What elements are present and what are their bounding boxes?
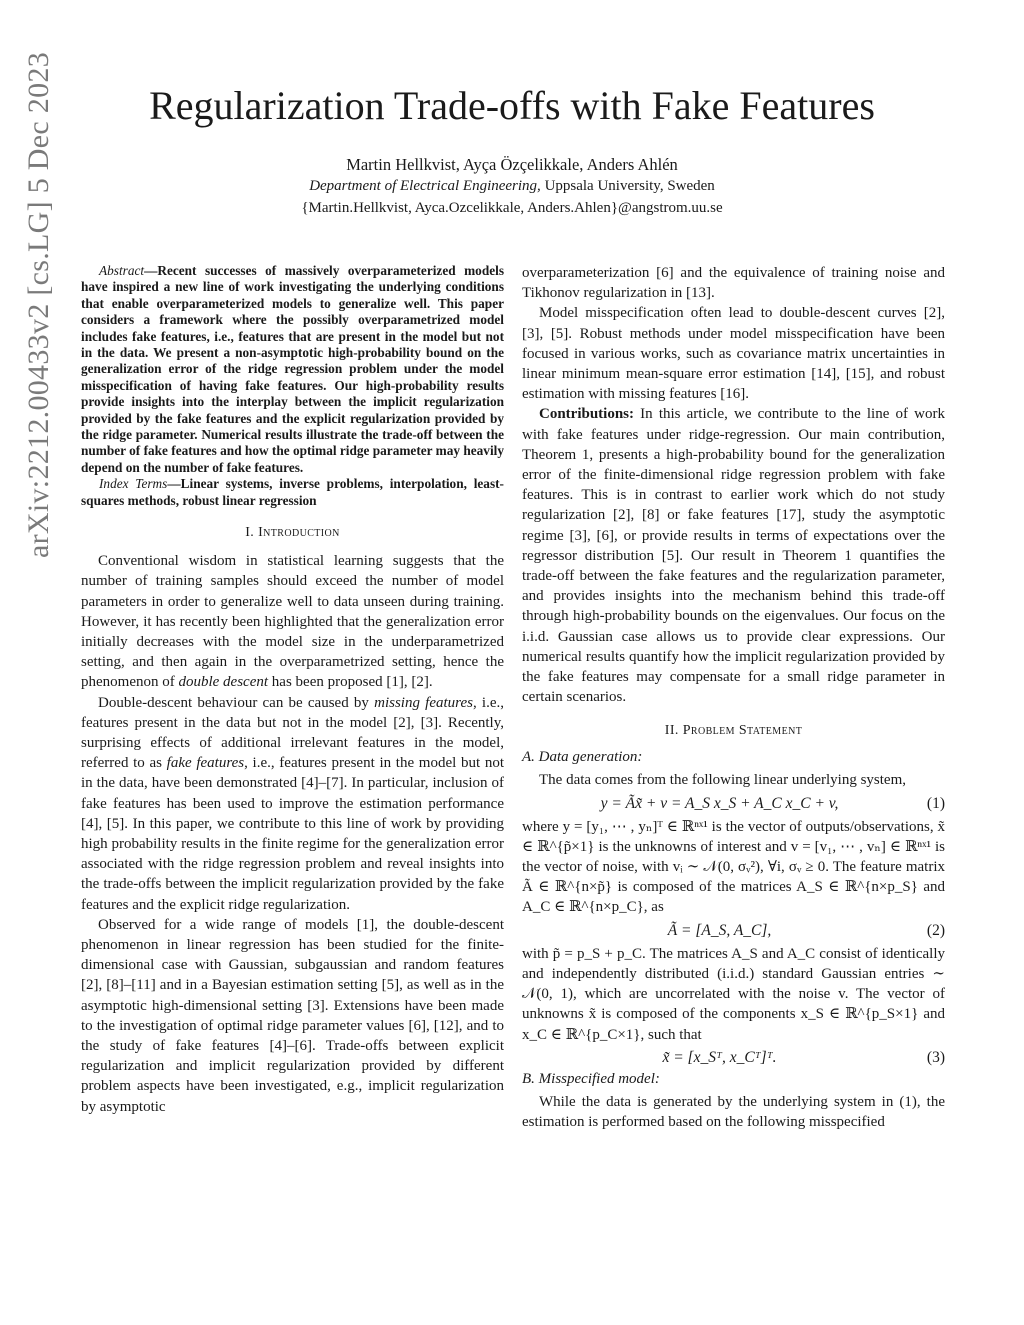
index-terms bbox=[81, 476, 504, 509]
author-list: Martin Hellkvist, Ayça Özçelikkale, Anders Ahlén bbox=[346, 155, 678, 174]
intro-p2-emphasis-1: missing features bbox=[374, 694, 473, 711]
abstract-label: Abstract bbox=[99, 263, 145, 278]
equation-3-number: (3) bbox=[926, 1048, 945, 1066]
equation-3 bbox=[522, 1049, 945, 1067]
contributions-text: In this article, we contribute to the line of work with fake features under ridge-regression. Our main contribution, Theorem 1, presents a high-probability bound for the generalization error of the finite-dimensional ridge regression problem with fake features. This is in contrast to earlier work which do not study regularization [2], [8] or fake features [17], study the asymptotic regime [3], [6], or provide results in terms of expectations over the regressor distribution [5]. Our result in Theorem 1 quantifies the trade-off between the fake features and the regularization parameter, and provides insights into the mechanism behind this trade-off through high-probability bounds on the eigenvalues. Our focus on the i.i.d. Gaussian case allows us to provide clear expressions. Our numerical results quantify how the implicit regularization provided by the fake features may compensate for a small ridge parameter in certain scenarios. bbox=[522, 406, 945, 706]
intro-p2-text-a: Double-descent behaviour can be caused by bbox=[98, 694, 375, 711]
data-gen-paragraph-1: The data comes from the following linear underlying system, bbox=[539, 772, 906, 789]
intro-p2-text-c: , i.e., features present in the model but not in the data, have been demonstrated [4]–[7]. In particular, inclusion of fake features has been used to improve the estimation performance [4], [5]. In this paper, we contribute to this line of work by providing high probability results in the finite regime for the generalization error associated with the ridge regression problem and reveal insights into the trade-offs between the implicit regularization provided by the fake features and the explicit ridge regularization. bbox=[81, 755, 504, 913]
intro-paragraph-3: Observed for a wide range of models [1], the double-descent phenomenon in linear regression has been studied for the finite-dimensional case with Gaussian, subgaussian and random features [2], [8]–[11] and in a Bayesian estimation setting [5], as well as in the asymptotic high-dimensional setting [3]. Extensions have been made to the investigation of optimal ridge parameter values [6], [12], and to the study of fake features [4]–[6]. Trade-offs between explicit regularization and implicit regularization provided by different problem aspects have been investigated, e.g., implicit regularization by asymptotic bbox=[81, 916, 504, 1115]
section-heading-introduction: I. Introduction bbox=[245, 525, 340, 541]
affiliation-department: Department of Electrical Engineering, bbox=[309, 178, 541, 194]
equation-1 bbox=[522, 795, 945, 813]
intro-p2-emphasis-2: fake features bbox=[166, 755, 245, 772]
misspecified-paragraph-1: While the data is generated by the underlying system in (1), the estimation is performed based on the following misspecified bbox=[522, 1093, 945, 1130]
intro-paragraph-2 bbox=[81, 693, 504, 915]
intro-paragraph-1 bbox=[81, 551, 504, 692]
affiliation bbox=[0, 178, 1024, 195]
section-heading-problem-statement: II. Problem Statement bbox=[664, 723, 803, 739]
intro-p1-emphasis: double descent bbox=[178, 674, 269, 691]
abstract-text: —Recent successes of massively overparameterized models have inspired a new line of work investigating the underlying conditions that enable overparameterized models to generalize well. This paper considers a framework where the possibly overparametrized model includes fake features, i.e., features that are present in the model but not in the data. We present a non-asymptotic high-probability bound on the generalization error of the ridge regression problem under the model misspecification of having fake features. Our high-probability results provide insights into the interplay between the implicit regularization provided by the fake features and the explicit regularization provided by the ridge parameter. Numerical results illustrate the trade-off between the number of fake features and how the optimal ridge parameter may heavily depend on the number of fake features. bbox=[81, 263, 504, 475]
data-gen-paragraph-3: with p̃ = p_S + p_C. The matrices A_S and A_C consist of identically and independently distributed (i.i.d.) standard Gaussian entries ∼ 𝒩(0, 1), which are uncorrelated with the noise v. The vector of unknowns x̃ is composed of the components x_S ∈ ℝ^{p_S×1} and x_C ∈ ℝ^{p_C×1}, such that bbox=[522, 945, 945, 1043]
abstract bbox=[81, 263, 504, 476]
right-column bbox=[522, 263, 945, 1132]
paper-title: Regularization Trade-offs with Fake Features bbox=[149, 83, 875, 128]
index-terms-text: —Linear systems, inverse problems, interpolation, least-squares methods, robust linear regression bbox=[81, 476, 504, 508]
intro-p1-text-b: has been proposed [1], [2]. bbox=[268, 674, 433, 691]
contributions-label: Contributions: bbox=[539, 406, 635, 423]
index-terms-label: Index Terms bbox=[99, 476, 168, 492]
author-emails[interactable]: {Martin.Hellkvist, Ayca.Ozcelikkale, Anders.Ahlen}@angstrom.uu.se bbox=[301, 200, 723, 216]
subsection-misspecified-model: B. Misspecified model: bbox=[522, 1070, 660, 1087]
intro-paragraph-4: overparameterization [6] and the equivalence of training noise and Tikhonov regularization in [13]. bbox=[522, 265, 945, 302]
contributions-paragraph bbox=[522, 404, 945, 707]
data-gen-paragraph-2: where y = [y₁, ⋯ , yₙ]ᵀ ∈ ℝⁿˣ¹ is the vector of outputs/observations, x̃ ∈ ℝ^{p̃×1} is the unknowns of interest and v = [v₁, ⋯ , vₙ] ∈ ℝⁿˣ¹ is the vector of noise, with vᵢ ∼ 𝒩(0, σᵥ²), ∀i, σᵥ ≥ 0. The feature matrix Ã ∈ ℝ^{n×p̃} is composed of the matrices A_S ∈ ℝ^{n×p_S} and A_C ∈ ℝ^{n×p_C}, as bbox=[522, 818, 945, 916]
equation-1-body: y = Ãx̃ + v = A_S x_S + A_C x_C + v, bbox=[600, 794, 839, 812]
equation-2-number: (2) bbox=[926, 921, 945, 939]
left-column bbox=[81, 263, 504, 1117]
intro-p2-text-b: , i.e., features present in the data but not in the model [2], [3]. Recently, surprising effects of additional irrelevant features in the model, referred to as bbox=[81, 694, 504, 772]
intro-p1-text-a: Conventional wisdom in statistical learning suggests that the number of training samples should exceed the number of model parameters in order to generalize well to data unseen during training. However, it has recently been highlighted that the generalization error initially decreases with the model size in the underparametrized setting, and then again in the overparametrized setting, hence the phenomenon of bbox=[81, 553, 504, 691]
subsection-data-generation: A. Data generation: bbox=[522, 749, 643, 766]
equation-2 bbox=[522, 922, 945, 940]
arxiv-side-label[interactable]: arXiv:2212.00433v2 [cs.LG] 5 Dec 2023 bbox=[22, 52, 55, 558]
equation-3-body: x̃ = [x_Sᵀ, x_Cᵀ]ᵀ. bbox=[662, 1048, 777, 1066]
equation-2-body: Ã = [A_S, A_C], bbox=[667, 921, 772, 939]
intro-paragraph-5: Model misspecification often lead to double-descent curves [2], [3], [5]. Robust methods under model misspecification have been focused in various works, such as covariance matrix uncertainties in linear minimum mean-square error estimation [14], [15], and robust estimation with missing features [16]. bbox=[522, 305, 945, 403]
affiliation-university: Uppsala University, Sweden bbox=[544, 178, 715, 194]
equation-1-number: (1) bbox=[926, 794, 945, 812]
